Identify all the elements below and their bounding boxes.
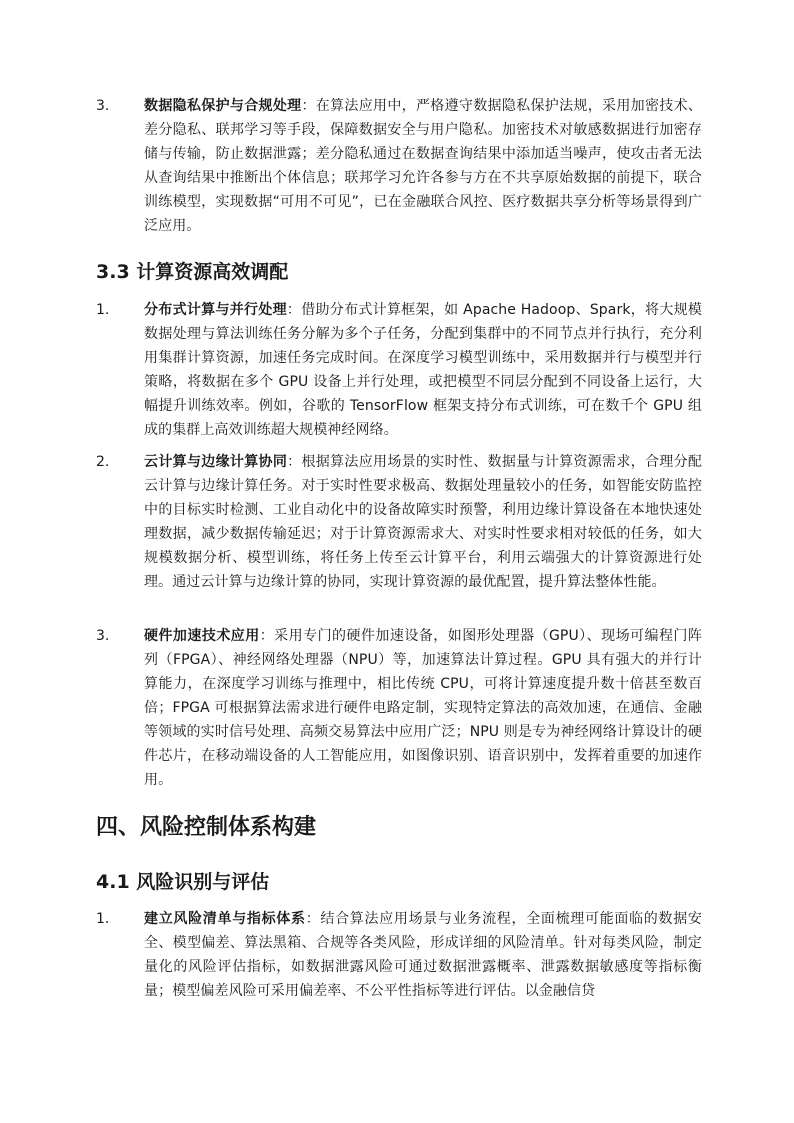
item-title: 建立风险清单与指标体系 <box>144 911 306 927</box>
item-body: ：采用专门的硬件加速设备，如图形处理器（GPU）、现场可编程门阵列（FPGA）、神经网络处理器（NPU）等，加速算法计算过程。GPU 具有强大的并行计算能力，在深度学习训练与推理中，相比传统 CPU，可将计算速度提升数十倍甚至数百倍；FPGA 可根据算法需求进行硬件电路定制，实现特定算法的高效加速，在通信、金融等领域的实时信号处理、高频交易算法中应用广泛；NPU 则是专为神经网络计算设计的硬件芯片，在移动端设备的人工智能应用，如图像识别、语音识别中，发挥着重要的加速作用。 <box>144 628 702 788</box>
section-heading-3-3: 3.3 计算资源高效调配 <box>96 261 289 283</box>
list-text <box>144 624 702 792</box>
item-title: 硬件加速技术应用 <box>144 628 260 644</box>
list-number: 1. <box>96 302 110 318</box>
list-item-distributed <box>96 298 702 442</box>
item-title: 数据隐私保护与合规处理 <box>144 98 302 114</box>
list-number: 3. <box>96 628 110 644</box>
item-body: ：结合算法应用场景与业务流程，全面梳理可能面临的数据安全、模型偏差、算法黑箱、合规等各类风险，形成详细的风险清单。针对每类风险，制定量化的风险评估指标，如数据泄露风险可通过数据泄露概率、泄露数据敏感度等指标衡量；模型偏差风险可采用偏差率、不公平性指标等进行评估。以金融信贷 <box>144 911 702 999</box>
list-text <box>144 907 702 1003</box>
item-title: 云计算与边缘计算协同 <box>144 454 288 470</box>
list-item-risk-list <box>96 907 702 1003</box>
section-heading-4-1: 4.1 风险识别与评估 <box>96 871 270 893</box>
item-title: 分布式计算与并行处理 <box>144 302 287 318</box>
list-text <box>144 94 702 238</box>
list-number: 2. <box>96 454 110 470</box>
list-item-privacy <box>96 94 702 238</box>
list-text <box>144 450 702 594</box>
item-body: ：根据算法应用场景的实时性、数据量与计算资源需求，合理分配云计算与边缘计算任务。对于实时性要求极高、数据处理量较小的任务，如智能安防监控中的目标实时检测、工业自动化中的设备故障实时预警，利用边缘计算设备在本地快速处理数据，减少数据传输延迟；对于计算资源需求大、对实时性要求相对较低的任务，如大规模数据分析、模型训练，将任务上传至云计算平台，利用云端强大的计算资源进行处理。通过云计算与边缘计算的协同，实现计算资源的最优配置，提升算法整体性能。 <box>144 454 703 590</box>
chapter-heading-4: 四、风险控制体系构建 <box>96 815 317 840</box>
list-number: 3. <box>96 98 110 114</box>
list-item-hardware <box>96 624 702 792</box>
item-body: ：借助分布式计算框架，如 Apache Hadoop、Spark，将大规模数据处理与算法训练任务分解为多个子任务，分配到集群中的不同节点并行执行，充分利用集群计算资源，加速任务完成时间。在深度学习模型训练中，采用数据并行与模型并行策略，将数据在多个 GPU 设备上并行处理，或把模型不同层分配到不同设备上运行，大幅提升训练效率。例如，谷歌的 TensorFlow 框架支持分布式训练，可在数千个 GPU 组成的集群上高效训练超大规模神经网络。 <box>144 302 702 438</box>
list-number: 1. <box>96 911 110 927</box>
list-text <box>144 298 702 442</box>
item-body: ：在算法应用中，严格遵守数据隐私保护法规，采用加密技术、差分隐私、联邦学习等手段，保障数据安全与用户隐私。加密技术对敏感数据进行加密存储与传输，防止数据泄露；差分隐私通过在数据查询结果中添加适当噪声，使攻击者无法从查询结果中推断出个体信息；联邦学习允许各参与方在不共享原始数据的前提下，联合训练模型，实现数据“可用不可见”，已在金融联合风控、医疗数据共享分析等场景得到广泛应用。 <box>144 98 702 234</box>
list-item-cloud-edge <box>96 450 702 594</box>
